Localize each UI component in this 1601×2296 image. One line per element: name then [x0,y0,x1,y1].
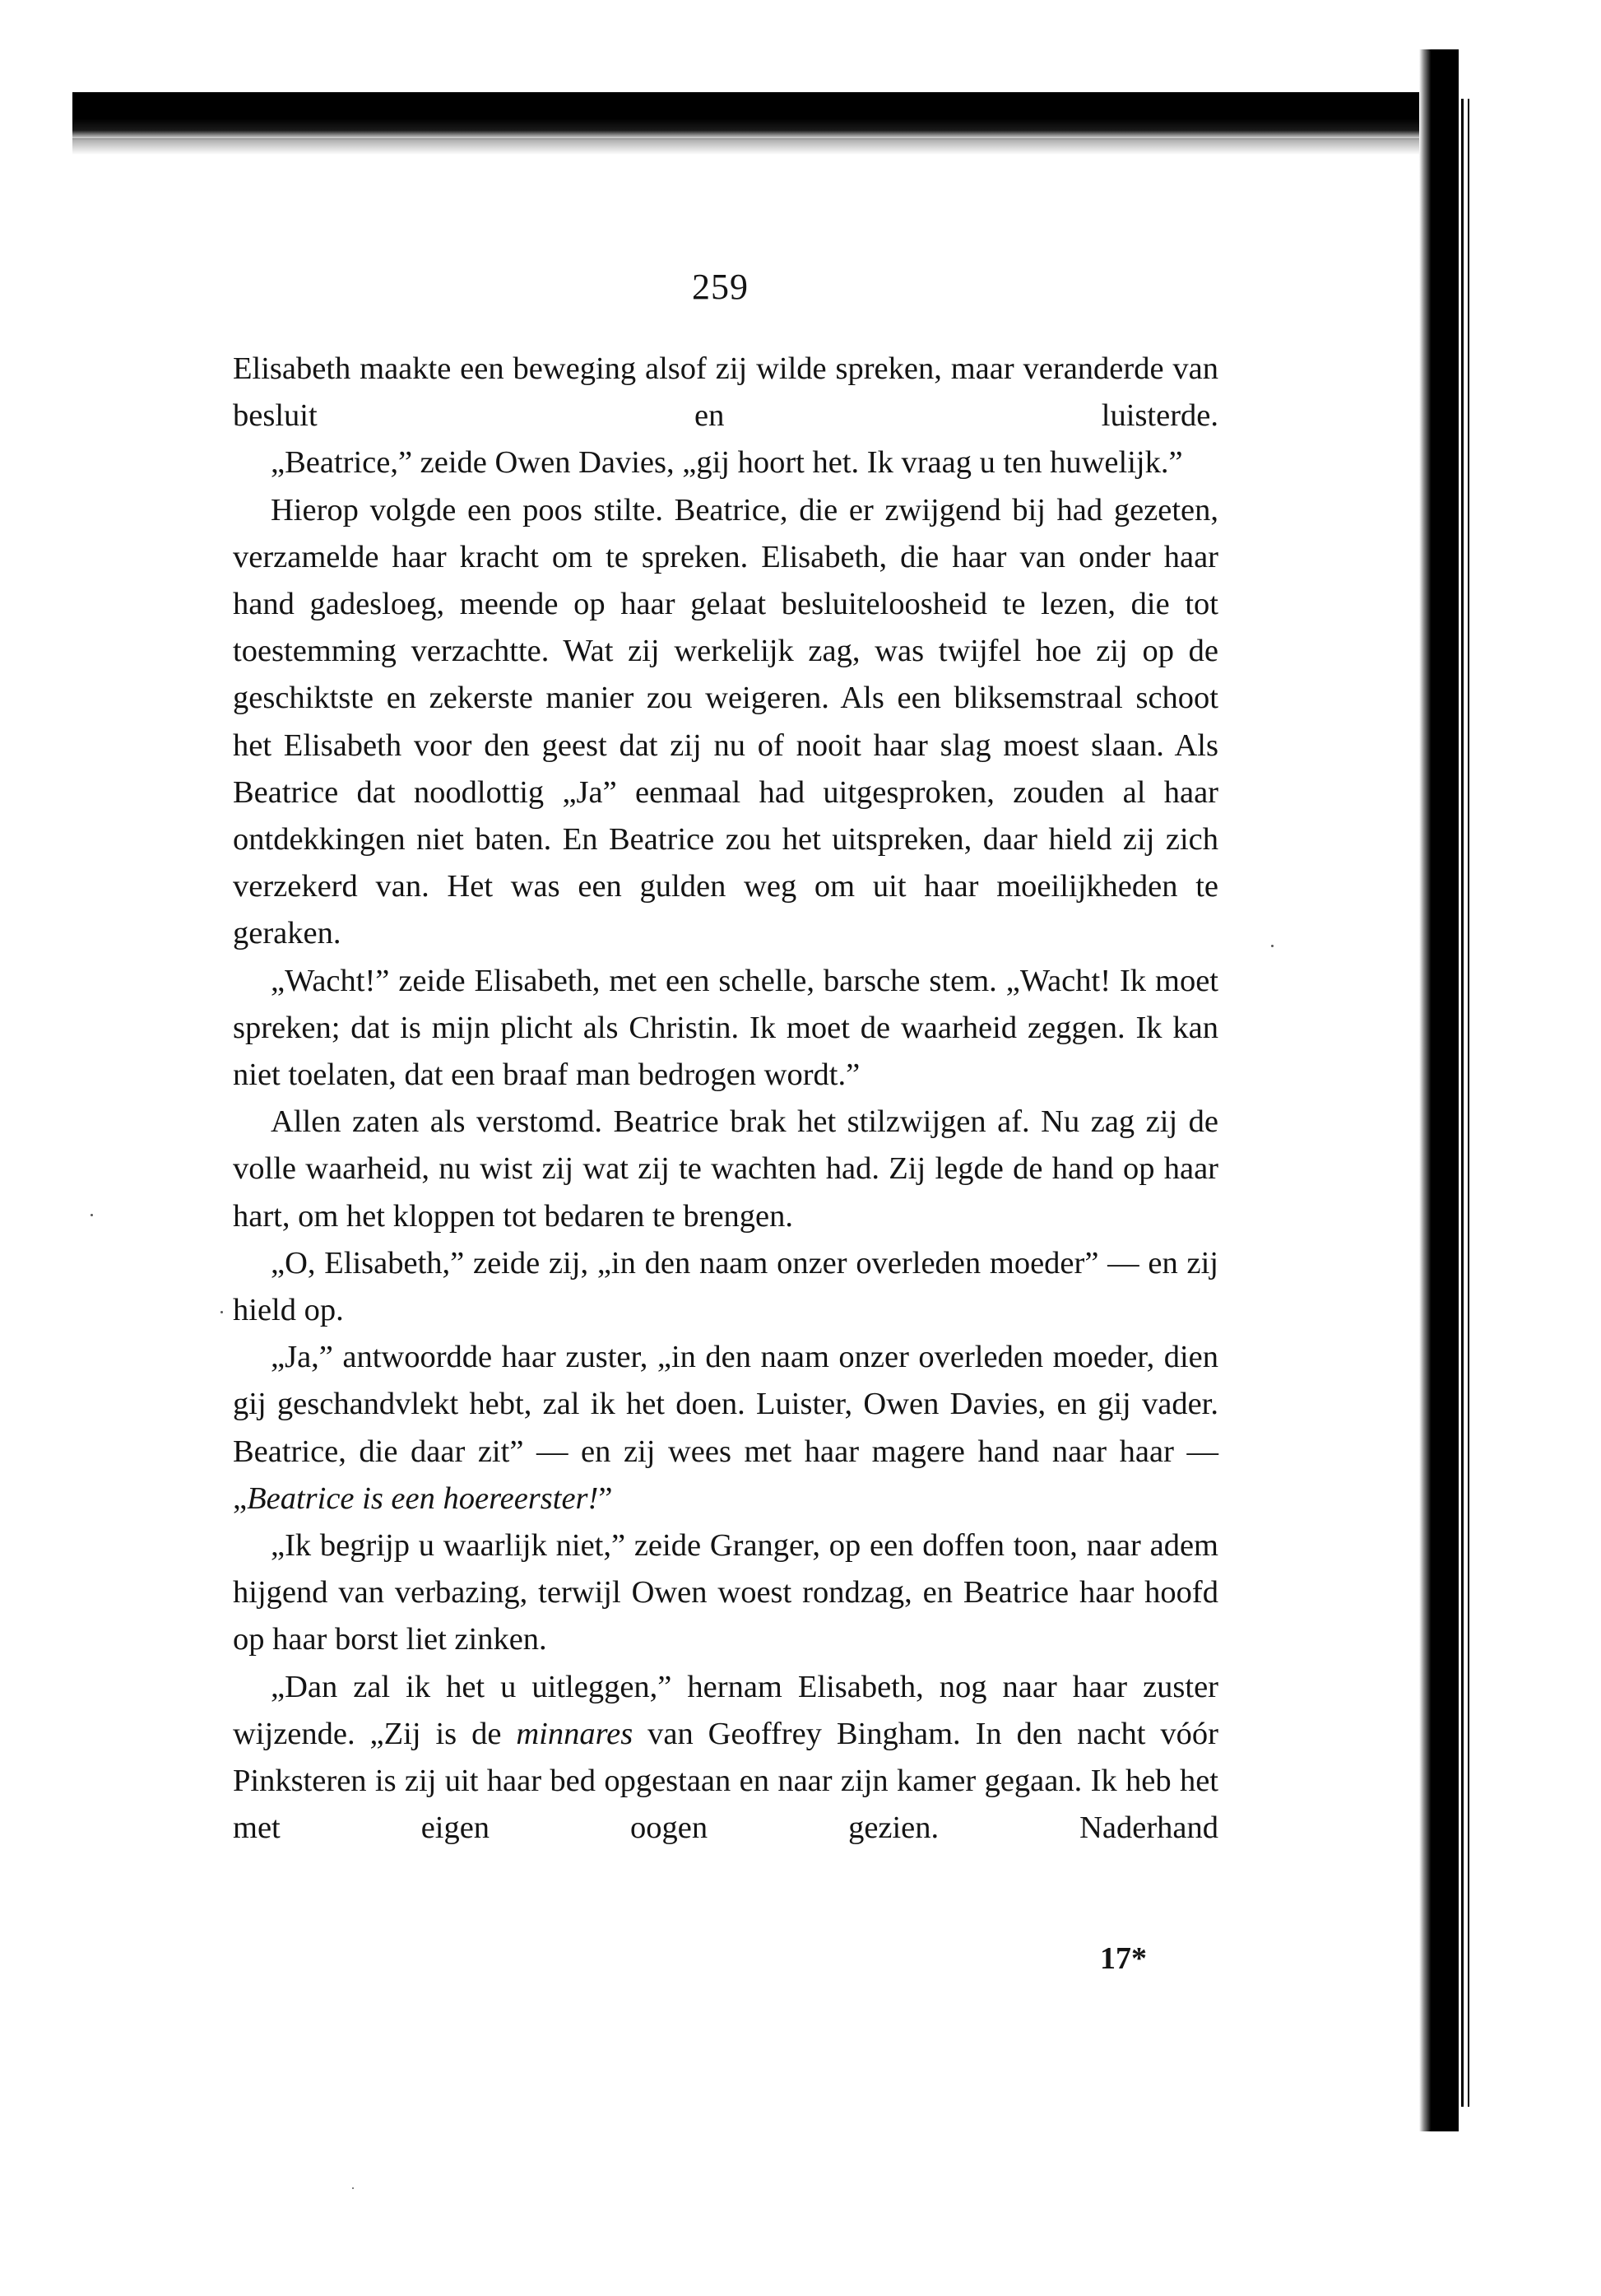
paragraph-9 [233,1664,1218,1852]
scan-speck [220,1311,223,1313]
paragraph-1: Elisabeth maakte een beweging alsof zij wilde spreken, maar veranderde van besluit en luisterde. [233,351,1218,434]
scan-border-top-shadow [72,138,1442,155]
paragraph-3: Hierop volgde een poos stilte. Beatrice, die er zwijgend bij had gezeten, verzamelde haar kracht om te spreken. Elisabeth, die haar van onder haar hand gadesloeg, meende op haar gelaat besluiteloosheid te lezen, die tot toestemming verzachtte. Wat zij werkelijk zag, was twijfel hoe zij op de geschiktste en zekerste manier zou weigeren. Als een bliksemstraal schoot het Elisabeth voor den geest dat zij nu of nooit haar slag moest slaan. Als Beatrice dat noodlottig „Ja” eenmaal had uitgesproken, zouden al haar ontdekkingen niet baten. En Beatrice zou het uitspreken, daar hield zij zich verzekerd van. Het was een gulden weg om uit haar moeilijkheden te geraken. [233,492,1218,951]
paragraph-7 [233,1334,1218,1522]
scan-border-top [72,92,1442,140]
paragraph-7-text: „Ja,” antwoordde haar zuster, „in den naam onzer overleden moeder, dien gij geschandvlekt hebt, zal ik het doen. Luister, Owen Davies, en gij vader. Beatrice, die daar zit” — en zij wees met haar magere hand naar haar — „ [233,1340,1218,1516]
paragraph-9-rest: van Geoffrey Bingham. In den nacht vóór Pinksteren is zij uit haar bed opgestaan en naar zijn kamer gegaan. Ik heb het met eigen oogen gezien. Naderhand [233,1716,1218,1846]
paragraph-8: „Ik begrijp u waarlijk niet,” zeide Granger, op een doffen toon, naar adem hijgend van verbazing, terwijl Owen woest rondzag, en Beatrice haar hoofd op haar borst liet zinken. [233,1528,1218,1657]
signature-mark: 17* [1100,1941,1147,1976]
page-number: 259 [692,267,749,307]
paragraph-7-close: ” [598,1480,613,1516]
scan-border-streak [1461,99,1464,2107]
paragraph-6: „O, Elisabeth,” zeide zij, „in den naam onzer overleden moeder” — en zij hield op. [233,1245,1218,1328]
body-text [233,346,1218,1852]
paragraph-9-italic: minnares [516,1716,633,1751]
paragraph-7-italic: Beatrice is een hoereerster! [247,1480,599,1516]
scan-speck [352,2187,354,2189]
scan-speck [1271,945,1274,947]
paragraph-5: Allen zaten als verstomd. Beatrice brak het stilzwijgen af. Nu zag zij de volle waarheid, nu wist zij wat zij te wachten had. Zij legde de hand op haar hart, om het kloppen tot bedaren te brengen. [233,1104,1218,1234]
paragraph-9-text: „Dan zal ik het u uitleggen,” hernam Elisabeth, nog naar haar zuster wijzende. „Zij is de [233,1669,1218,1751]
paragraph-4: „Wacht!” zeide Elisabeth, met een schelle, barsche stem. „Wacht! Ik moet spreken; dat is mijn plicht als Christin. Ik moet de waarheid zeggen. Ik kan niet toelaten, dat een braaf man bedrogen wordt.” [233,963,1218,1093]
paragraph-2: „Beatrice,” zeide Owen Davies, „gij hoort het. Ik vraag u ten huwelijk.” [271,445,1183,481]
scan-speck [90,1214,93,1216]
scan-border-right [1419,49,1459,2131]
scan-border-streak [1468,99,1469,2107]
